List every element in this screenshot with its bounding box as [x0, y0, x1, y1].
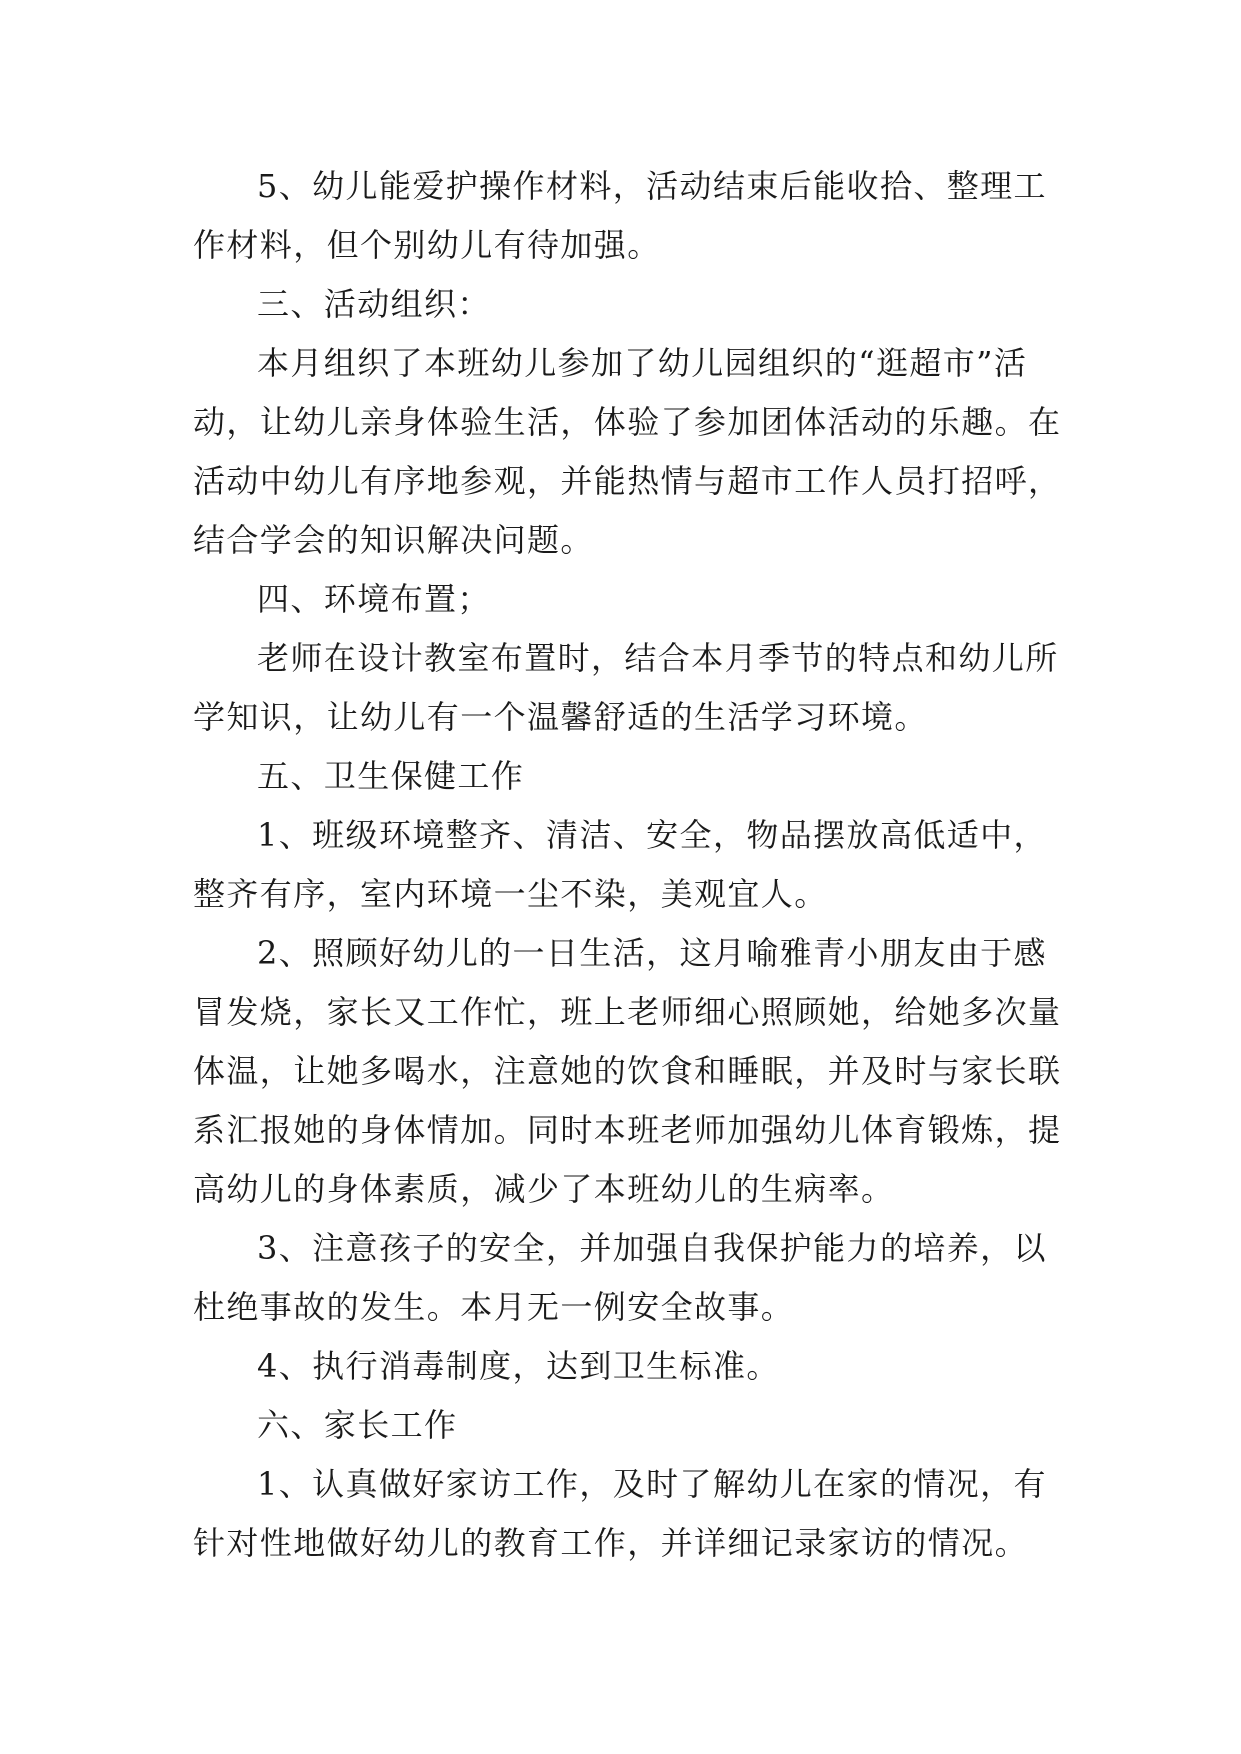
section-heading: 三、活动组织： — [257, 285, 491, 323]
paragraph-line: 本月组织了本班幼儿参加了幼儿园组织的“逛超市”活 — [257, 344, 1028, 382]
paragraph-line: 4、执行消毒制度，达到卫生标准。 — [257, 1347, 780, 1385]
paragraph-line: 2、照顾好幼儿的一日生活，这月喻雅青小朋友由于感 — [257, 934, 1047, 972]
paragraph-line: 高幼儿的身体素质，减少了本班幼儿的生病率。 — [193, 1170, 895, 1208]
paragraph-line: 冒发烧，家长又工作忙，班上老师细心照顾她，给她多次量 — [193, 993, 1062, 1031]
paragraph-line: 动，让幼儿亲身体验生活，体验了参加团体活动的乐趣。在 — [193, 403, 1062, 441]
paragraph-line: 3、注意孩子的安全，并加强自我保护能力的培养，以 — [257, 1229, 1047, 1267]
paragraph-line: 体温，让她多喝水，注意她的饮食和睡眠，并及时与家长联 — [193, 1052, 1062, 1090]
paragraph-line: 杜绝事故的发生。本月无一例安全故事。 — [193, 1288, 795, 1326]
paragraph-line: 活动中幼儿有序地参观，并能热情与超市工作人员打招呼， — [193, 462, 1062, 500]
paragraph-line: 5、幼儿能爱护操作材料，活动结束后能收拾、整理工 — [257, 167, 1047, 205]
paragraph-line: 1、班级环境整齐、清洁、安全，物品摆放高低适中， — [257, 816, 1047, 854]
section-heading: 六、家长工作 — [257, 1406, 458, 1444]
paragraph-line: 作材料，但个别幼儿有待加强。 — [193, 226, 661, 264]
paragraph-line: 学知识，让幼儿有一个温馨舒适的生活学习环境。 — [193, 698, 928, 736]
document-body — [193, 157, 1062, 1573]
paragraph-line: 整齐有序，室内环境一尘不染，美观宜人。 — [193, 875, 828, 913]
section-heading: 四、环境布置； — [257, 580, 491, 618]
paragraph-line: 结合学会的知识解决问题。 — [193, 521, 594, 559]
paragraph-line: 针对性地做好幼儿的教育工作，并详细记录家访的情况。 — [193, 1524, 1029, 1562]
paragraph-line: 1、认真做好家访工作，及时了解幼儿在家的情况，有 — [257, 1465, 1047, 1503]
paragraph-line: 系汇报她的身体情加。同时本班老师加强幼儿体育锻炼，提 — [193, 1111, 1062, 1149]
paragraph-line: 老师在设计教室布置时，结合本月季节的特点和幼儿所 — [257, 639, 1059, 677]
section-heading: 五、卫生保健工作 — [257, 757, 525, 795]
